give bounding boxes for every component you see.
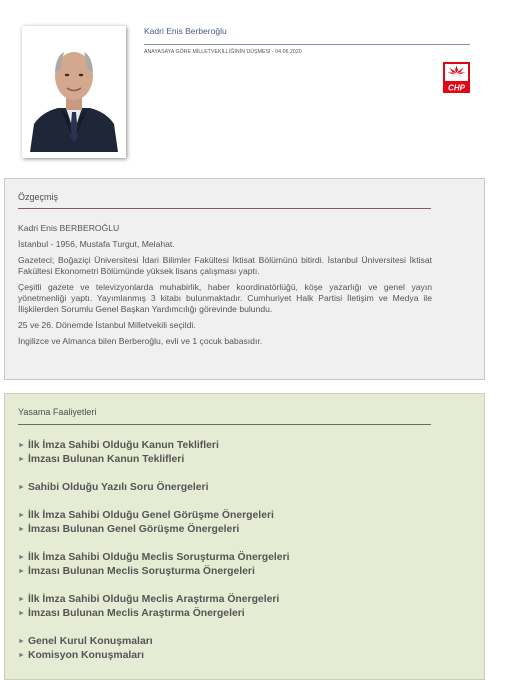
arrow-right-icon: ► bbox=[18, 484, 25, 491]
profile-photo-frame bbox=[22, 26, 126, 158]
chp-logo-icon bbox=[443, 62, 470, 93]
arrow-right-icon: ► bbox=[18, 652, 25, 659]
profile-photo bbox=[28, 32, 120, 152]
link-group-research bbox=[18, 593, 290, 621]
header-divider bbox=[144, 44, 470, 45]
arrow-right-icon: ► bbox=[18, 442, 25, 449]
biography-text bbox=[18, 223, 432, 352]
link-general-assembly-speeches[interactable]: ► Genel Kurul Konuşmaları bbox=[18, 636, 153, 647]
link-first-signatory-bills[interactable]: ► İlk İmza Sahibi Olduğu Kanun Teklifleri bbox=[18, 440, 219, 451]
bio-career: Çeşitli gazete ve televizyonlarda muhabirlik, haber koordinatörlüğü, köşe yazarlığı ve genel yayın yönetmenliği yaptı. Yayımlanmış 3 kitabı bulunmaktadır. Cumhuriyet Halk Partisi İletişim ve Medya ile İlişkilerden Sorumlu Genel Başkan Yardımcılığı görevinde bulundu. bbox=[18, 282, 432, 314]
link-signed-bills[interactable]: ► İmzası Bulunan Kanun Teklifleri bbox=[18, 454, 185, 465]
arrow-right-icon: ► bbox=[18, 610, 25, 617]
link-group-written-questions bbox=[18, 481, 290, 495]
logo-text: CHP bbox=[448, 83, 465, 93]
link-first-signatory-inquiry[interactable]: ► İlk İmza Sahibi Olduğu Meclis Soruşturma Önergeleri bbox=[18, 552, 290, 563]
link-first-signatory-general-debate[interactable]: ► İlk İmza Sahibi Olduğu Genel Görüşme Önergeleri bbox=[18, 510, 274, 521]
biography-title: Özgeçmiş bbox=[18, 192, 59, 202]
link-first-signatory-research[interactable]: ► İlk İmza Sahibi Olduğu Meclis Araştırma Önergeleri bbox=[18, 594, 280, 605]
legislative-divider bbox=[18, 424, 431, 425]
arrow-right-icon: ► bbox=[18, 638, 25, 645]
legislative-activities-panel bbox=[4, 393, 485, 680]
arrow-right-icon: ► bbox=[18, 554, 25, 561]
link-group-inquiry bbox=[18, 551, 290, 579]
link-signed-research[interactable]: ► İmzası Bulunan Meclis Araştırma Önergeleri bbox=[18, 608, 245, 619]
link-written-questions[interactable]: ► Sahibi Olduğu Yazılı Soru Önergeleri bbox=[18, 482, 209, 493]
bio-birth-info: İstanbul - 1956, Mustafa Turgut, Melahat. bbox=[18, 239, 175, 249]
legislative-links bbox=[18, 439, 290, 677]
arrow-right-icon: ► bbox=[18, 456, 25, 463]
bio-terms: 25 ve 26. Dönemde İstanbul Milletvekili seçildi. bbox=[18, 320, 196, 330]
link-signed-inquiry[interactable]: ► İmzası Bulunan Meclis Soruşturma Önergeleri bbox=[18, 566, 255, 577]
link-signed-general-debate[interactable]: ► İmzası Bulunan Genel Görüşme Önergeleri bbox=[18, 524, 240, 535]
bio-full-name: Kadri Enis BERBEROĞLU bbox=[18, 223, 120, 233]
arrow-right-icon: ► bbox=[18, 568, 25, 575]
member-name: Kadri Enis Berberoğlu bbox=[144, 26, 227, 36]
link-group-general-debate bbox=[18, 509, 290, 537]
link-group-bills bbox=[18, 439, 290, 467]
membership-status: ANAYASAYA GÖRE MİLLETVEKİLLİĞİNİN DÜŞMESİ - 04.06.2020 bbox=[144, 49, 302, 55]
biography-panel bbox=[4, 178, 485, 380]
arrow-right-icon: ► bbox=[18, 526, 25, 533]
bio-personal: İngilizce ve Almanca bilen Berberoğlu, evli ve 1 çocuk babasıdır. bbox=[18, 336, 263, 346]
arrow-right-icon: ► bbox=[18, 596, 25, 603]
link-group-speeches bbox=[18, 635, 290, 663]
bio-education: Gazeteci; Boğaziçi Üniversitesi İdari Bilimler Fakültesi İktisat Bölümünü bitirdi. İstanbul Üniversitesi İktisat Fakültesi Ekonometri Bölümünde yüksek lisans çalışması yaptı. bbox=[18, 255, 432, 276]
link-commission-speeches[interactable]: ► Komisyon Konuşmaları bbox=[18, 650, 144, 661]
legislative-title: Yasama Faaliyetleri bbox=[18, 407, 97, 417]
profile-header bbox=[144, 26, 470, 55]
biography-divider bbox=[18, 208, 431, 209]
arrow-right-icon: ► bbox=[18, 512, 25, 519]
